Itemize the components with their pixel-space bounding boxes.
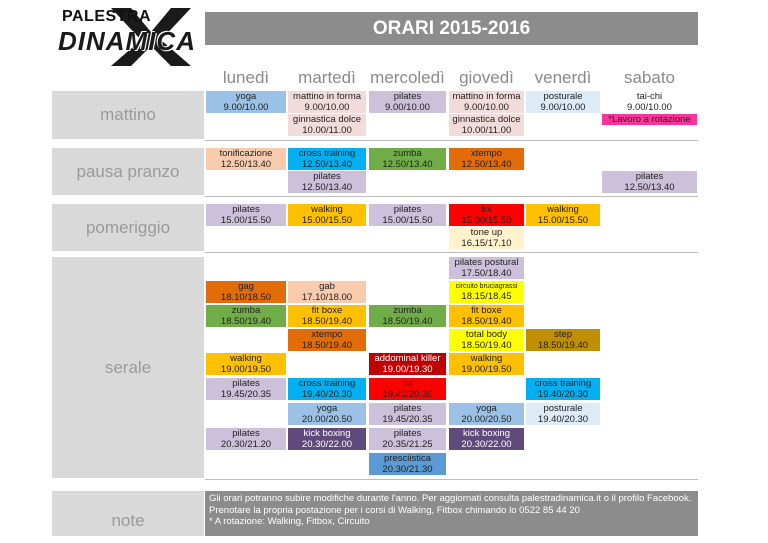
- class-cell: [206, 353, 286, 375]
- class-name: *Lavoro a rotazione: [608, 114, 691, 125]
- class-name: cross training: [298, 148, 356, 159]
- class-time: 18.10/18.50: [220, 292, 272, 303]
- class-time: 19.45/20.35: [382, 414, 433, 425]
- class-name: posturale: [543, 403, 583, 414]
- class-cell: [206, 204, 286, 226]
- class-name: addominal killer: [374, 353, 441, 364]
- class-name: gag: [238, 281, 254, 292]
- class-cell: [369, 353, 446, 375]
- class-name: yoga: [235, 91, 257, 102]
- class-cell: [449, 305, 524, 327]
- class-name: kick boxing: [463, 428, 510, 439]
- class-name: pilates: [393, 204, 422, 215]
- class-time: 15.00/15.50: [220, 215, 272, 226]
- class-cell: [449, 257, 524, 279]
- class-name: fit boxe: [471, 305, 502, 316]
- class-cell: [288, 114, 366, 136]
- day-header: mercoledì: [370, 68, 445, 87]
- class-cell: [206, 148, 286, 170]
- class-time: 15.00/15.50: [461, 215, 512, 226]
- class-name: fit boxe: [311, 305, 343, 316]
- class-name: pilates: [232, 204, 260, 215]
- schedule-title: [205, 12, 698, 45]
- class-name: zumba: [231, 305, 261, 316]
- band-pausa-pranzo: [52, 148, 204, 195]
- class-cell: [449, 428, 524, 450]
- day-header: venerdì: [534, 68, 592, 87]
- class-name: trx: [402, 378, 413, 389]
- class-time: 20.30/22.00: [301, 439, 353, 450]
- class-time: 19.00/19.50: [461, 364, 512, 375]
- class-time: 12.50/13.40: [624, 182, 675, 193]
- class-name: yoga: [316, 403, 338, 414]
- class-name: pilates: [393, 428, 422, 439]
- class-cell: [526, 378, 600, 400]
- band-label: mattino: [100, 105, 156, 124]
- class-time: 18.50/19.40: [220, 316, 272, 327]
- day-header: martedì: [298, 68, 356, 87]
- class-cell: [526, 403, 600, 425]
- class-name: cross training: [298, 378, 356, 389]
- class-cell: [288, 281, 366, 303]
- class-cell: [206, 428, 286, 450]
- day-header: lunedì: [222, 68, 270, 87]
- class-name: pilates: [232, 428, 260, 439]
- class-cell: [369, 91, 446, 113]
- class-time: 19.45/20.35: [220, 389, 272, 400]
- class-time: 20.30/21.30: [382, 464, 433, 475]
- class-time: 18.50/19.40: [461, 340, 512, 351]
- class-name: tonificazione: [219, 148, 273, 159]
- band-serale: [52, 257, 204, 478]
- class-cell: [206, 305, 286, 327]
- title-text: ORARI 2015-2016: [372, 17, 531, 39]
- class-cell: [288, 428, 366, 450]
- class-time: 17.10/18.00: [301, 292, 353, 303]
- note-line: Gli orari potranno subire modifiche durante l'anno. Per aggiornati consulta palestradinamica.it o il profilo Facebook.: [209, 493, 692, 504]
- class-time: 18.50/19.40: [382, 316, 433, 327]
- class-name: walking: [470, 353, 503, 364]
- class-name: xtempo: [311, 329, 343, 340]
- class-cell: [369, 148, 446, 170]
- class-name: circuito bruciagrassi: [455, 283, 518, 290]
- class-time: 10.00/11.00: [302, 125, 352, 136]
- class-time: 15.00/15.50: [382, 215, 433, 226]
- class-time: 12.50/13.40: [461, 159, 512, 170]
- class-cell: [369, 204, 446, 226]
- logo: [58, 6, 208, 66]
- band-label: note: [111, 510, 145, 530]
- class-name: pilates: [635, 171, 664, 182]
- class-cell: [449, 281, 524, 303]
- class-cell: [288, 204, 366, 226]
- class-name: ginnastica dolce: [292, 114, 362, 125]
- class-time: 10.00/11.00: [461, 125, 512, 136]
- class-time: 19.40/20.30: [382, 389, 433, 400]
- class-name: total body: [465, 329, 508, 340]
- class-time: 20.30/21.20: [220, 439, 272, 450]
- class-time: 19.00/19.30: [382, 364, 433, 375]
- separator-line: [205, 196, 698, 197]
- class-time: 19.40/20.30: [301, 389, 353, 400]
- logo-top-text: PALESTRA: [62, 8, 152, 25]
- band-note: [52, 491, 204, 536]
- class-name: zumba: [393, 148, 422, 159]
- class-name: tai-chi: [636, 91, 663, 102]
- note-line: Prenotare la propria postazione per i corsi di Walking, Fitbox chimando lo 0522 85 44 20: [209, 504, 580, 516]
- class-time: 12.50/13.40: [382, 159, 433, 170]
- class-name: mattino in forma: [452, 91, 521, 102]
- class-name: xtempo: [470, 148, 503, 159]
- day-header: sabato: [623, 68, 676, 87]
- class-cell: [369, 378, 446, 400]
- separator-line: [205, 252, 698, 253]
- class-time: 19.00/19.50: [220, 364, 272, 375]
- class-name: walking: [547, 204, 579, 215]
- class-time: 20.30/22.00: [461, 439, 512, 450]
- class-name: zumba: [393, 305, 422, 316]
- class-name: cross training: [534, 378, 592, 389]
- class-time: 18.15/18.45: [461, 291, 512, 302]
- class-time: 18.50/19.40: [301, 340, 353, 351]
- class-name: yoga: [476, 403, 497, 414]
- class-name: presciistica: [384, 453, 431, 464]
- class-cell: [602, 114, 697, 125]
- class-cell: [288, 171, 366, 193]
- class-cell: [526, 204, 600, 226]
- class-cell: [369, 428, 446, 450]
- day-header: giovedì: [459, 68, 514, 87]
- class-time: 9.00/10.00: [223, 102, 269, 113]
- class-time: 17.50/18.40: [461, 268, 512, 279]
- class-time: 20.00/20.50: [461, 414, 512, 425]
- class-time: 9.00/10.00: [540, 102, 586, 113]
- class-name: gab: [319, 281, 335, 292]
- class-cell: [288, 305, 366, 327]
- class-name: walking: [230, 353, 262, 364]
- class-cell: [602, 91, 697, 113]
- class-name: walking: [311, 204, 343, 215]
- class-time: 20.00/20.50: [301, 414, 353, 425]
- logo-main-text: DINAMICA: [58, 26, 196, 56]
- class-cell: [449, 329, 524, 351]
- class-cell: [206, 281, 286, 303]
- class-cell: [526, 91, 600, 113]
- notes-box: [205, 491, 698, 536]
- class-name: pilates: [393, 91, 422, 102]
- separator-line: [205, 140, 698, 141]
- class-cell: [449, 227, 524, 249]
- separator-line: [205, 479, 698, 480]
- class-name: pilates: [232, 378, 260, 389]
- class-time: 15.00/15.50: [537, 215, 589, 226]
- class-cell: [449, 114, 524, 136]
- class-cell: [206, 378, 286, 400]
- class-cell: [369, 305, 446, 327]
- class-name: pilates: [393, 403, 422, 414]
- class-time: 12.50/13.40: [301, 182, 353, 193]
- class-time: 12.50/13.40: [220, 159, 272, 170]
- class-time: 9.00/10.00: [304, 102, 350, 113]
- band-pomeriggio: [52, 204, 204, 251]
- class-cell: [288, 378, 366, 400]
- class-name: pilates: [313, 171, 341, 182]
- class-name: pilates postural: [454, 257, 519, 268]
- class-cell: [288, 403, 366, 425]
- class-time: 15.00/15.50: [301, 215, 353, 226]
- class-cell: [206, 91, 286, 113]
- class-name: mattino in forma: [292, 91, 362, 102]
- class-time: 19.40/20.30: [537, 389, 589, 400]
- class-time: 12.50/13.40: [301, 159, 353, 170]
- class-name: tone up: [470, 227, 503, 238]
- class-cell: [449, 353, 524, 375]
- class-cell: [449, 403, 524, 425]
- band-label: pomeriggio: [85, 217, 171, 237]
- class-time: 18.50/19.40: [537, 340, 589, 351]
- class-cell: [369, 403, 446, 425]
- class-cell: [288, 148, 366, 170]
- class-name: posturale: [543, 91, 583, 102]
- class-time: 9.00/10.00: [627, 102, 672, 113]
- class-cell: [288, 91, 366, 113]
- class-cell: [449, 91, 524, 113]
- band-label: pausa pranzo: [76, 161, 180, 181]
- class-time: 9.00/10.00: [385, 102, 430, 113]
- class-time: 9.00/10.00: [464, 102, 509, 113]
- class-time: 18.50/19.40: [301, 316, 353, 327]
- class-name: kick boxing: [303, 428, 351, 439]
- class-name: ginnastica dolce: [452, 114, 521, 125]
- class-time: 16.15/17.10: [461, 238, 512, 249]
- class-cell: [449, 204, 524, 226]
- note-line: * A rotazione: Walking, Fitbox, Circuito: [209, 516, 370, 527]
- class-cell: [369, 453, 446, 475]
- class-time: 18.50/19.40: [461, 316, 512, 327]
- class-time: 19.40/20.30: [537, 414, 589, 425]
- class-name: step: [554, 329, 572, 340]
- band-mattino: [52, 91, 204, 139]
- class-cell: [602, 171, 697, 193]
- class-cell: [526, 329, 600, 351]
- class-name: trx: [481, 204, 492, 215]
- band-label: serale: [104, 357, 152, 377]
- class-time: 20.35/21.25: [382, 439, 433, 450]
- class-cell: [449, 148, 524, 170]
- class-cell: [288, 329, 366, 351]
